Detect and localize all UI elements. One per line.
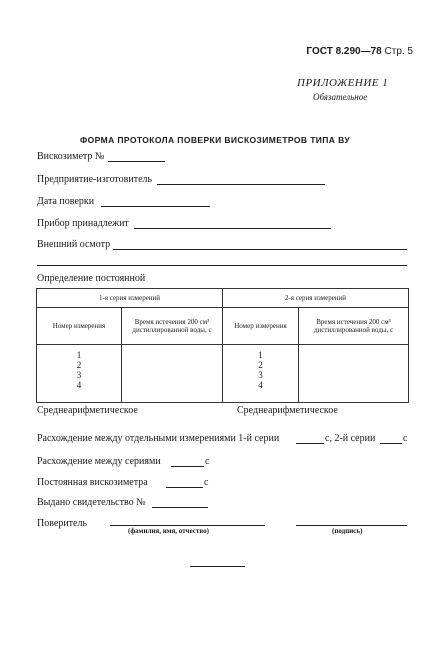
check-date-field[interactable] (101, 206, 210, 207)
series-2-numbers (223, 345, 299, 403)
measurement-number: 3 (258, 370, 263, 380)
measurement-number: 4 (76, 380, 82, 390)
measurement-number: 4 (258, 380, 263, 390)
series-1-times-cell[interactable] (122, 345, 223, 403)
constant-section-title: Определение постоянной (37, 273, 146, 284)
series-1-numbers (37, 345, 122, 403)
constant-unit: с (204, 477, 209, 488)
col-time-1: Время истечения 200 см³ дистиллированной воды, с (122, 308, 223, 345)
verifier-name-caption: (фамилия, имя, отчество) (128, 527, 209, 535)
series-1-mean-label: Среднеарифметическое (37, 405, 138, 416)
series-2-mean-label: Среднеарифметическое (237, 405, 338, 416)
appendix-title: ПРИЛОЖЕНИЕ 1 (297, 77, 389, 89)
series-1-header: 1-я серия измерений (37, 289, 223, 308)
col-time-2: Время истечения 200 см³ дистиллированной воды, с (299, 308, 409, 345)
page-header (306, 46, 413, 57)
end-of-form-rule (190, 566, 245, 567)
between-series-unit: с (205, 456, 210, 467)
doc-code: ГОСТ 8.290—78 (306, 46, 382, 57)
col-number-1: Номер измерения (37, 308, 122, 345)
certificate-field[interactable] (152, 507, 208, 508)
owner-label: Прибор принадлежит (37, 218, 129, 229)
inspection-field-continued[interactable] (37, 265, 407, 266)
verifier-name-field[interactable] (110, 525, 265, 526)
manufacturer-field[interactable] (157, 184, 325, 185)
inspection-label: Внешний осмотр (37, 239, 111, 250)
viscometer-label: Вискозиметр № (37, 151, 105, 162)
between-series-field[interactable] (171, 466, 204, 467)
measurement-number: 1 (258, 350, 263, 360)
measurement-number: 2 (76, 360, 82, 370)
inspection-field[interactable] (113, 249, 407, 250)
appendix-status: Обязательное (313, 92, 368, 102)
constant-label: Постоянная вискозиметра (37, 477, 148, 488)
measurement-number: 2 (258, 360, 263, 370)
certificate-label: Выдано свидетельство № (37, 497, 146, 508)
form-title: ФОРМА ПРОТОКОЛА ПОВЕРКИ ВИСКОЗИМЕТРОВ ТИПА ВУ (79, 135, 351, 145)
measurement-number: 3 (76, 370, 82, 380)
series-2-times-cell[interactable] (299, 345, 409, 403)
discrepancy-series-1-unit: с, 2-й серии (325, 433, 376, 444)
verifier-signature-caption: (подпись) (332, 527, 363, 535)
col-number-2: Номер измерения (223, 308, 299, 345)
check-date-label: Дата поверки (37, 196, 95, 207)
viscometer-field[interactable] (108, 161, 165, 162)
discrepancy-series-2-unit: с (403, 433, 408, 444)
owner-field[interactable] (134, 228, 331, 229)
constant-field[interactable] (166, 487, 203, 488)
measurement-number: 1 (76, 350, 82, 360)
measurement-table (36, 288, 409, 403)
between-series-label: Расхождение между сериями (37, 456, 161, 467)
discrepancy-series-1-field[interactable] (296, 443, 324, 444)
discrepancy-label: Расхождение между отдельными измерениями 1-й серии (37, 433, 280, 444)
page-number: Стр. 5 (384, 46, 413, 57)
manufacturer-label: Предприятие-изготовитель (37, 174, 153, 185)
discrepancy-series-2-field[interactable] (380, 443, 402, 444)
verifier-label: Поверитель (37, 518, 88, 529)
verifier-signature-field[interactable] (296, 525, 407, 526)
series-2-header: 2-я серия измерений (223, 289, 409, 308)
